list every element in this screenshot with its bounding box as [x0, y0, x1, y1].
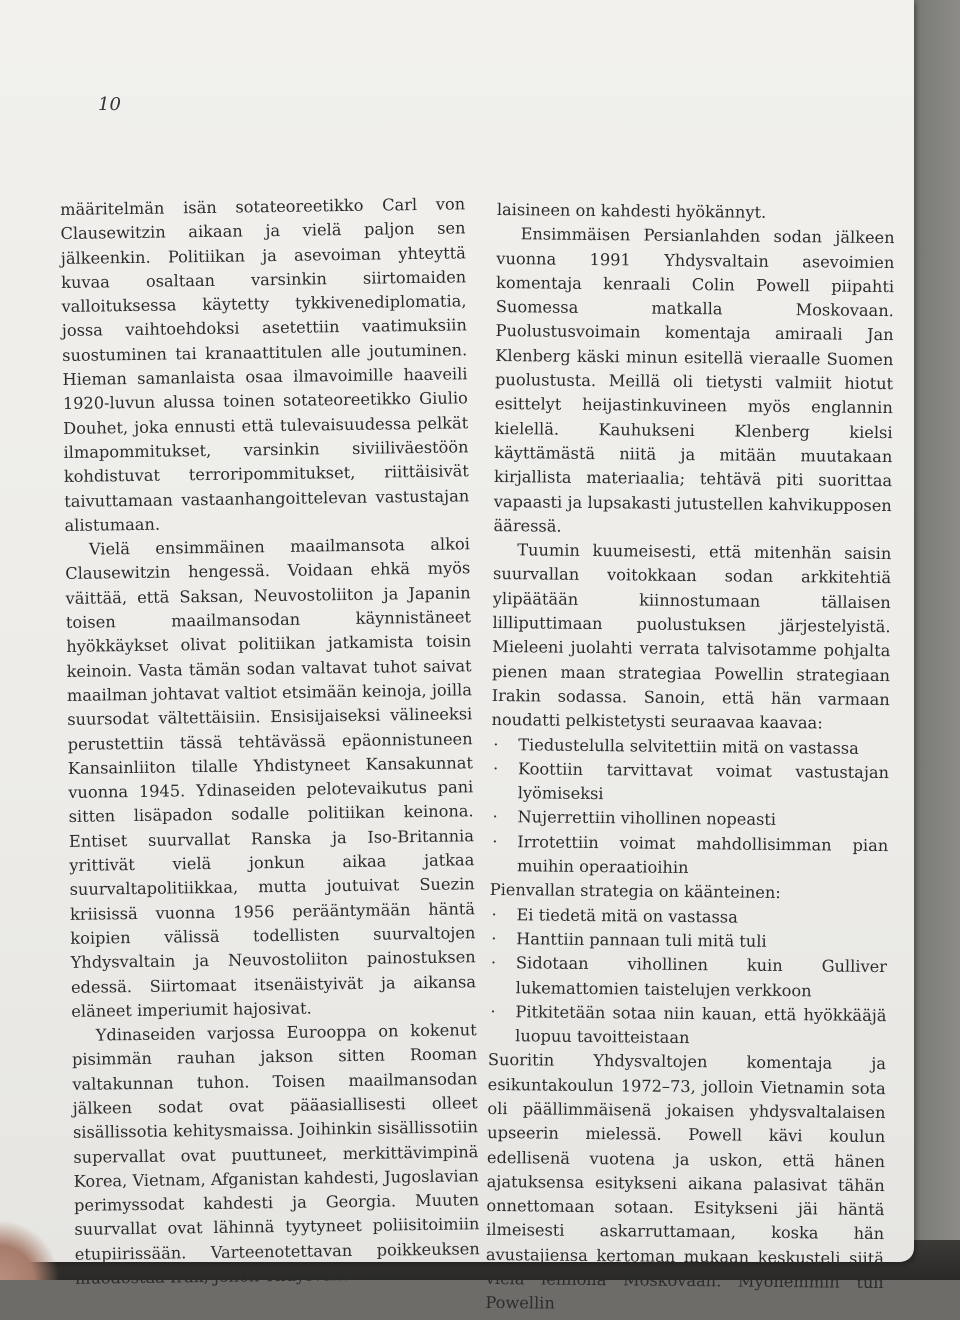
list-item	[491, 757, 889, 810]
paragraph: Ensimmäisen Persianlahden sodan jälkeen vuonna 1991 Yhdysvaltain asevoimien komentaja kenraali Colin Powell piipahti Suomessa matkalla Moskovaan. Puolustusvoimain komentaja amiraali Jan Klenberg käski minun esitellä vieraalle Suomen puolustusta. Meillä oli tietysti valmiit hiotut esittelyt heijastinkuvineen myös englannin kielellä. Kauhukseni Klenberg kielsi käyttämästä niitä ja mitään muutakaan kirjallista materiaalia; tehtävä piti suorittaa vapaasti ja lupsakasti jutustellen kahvikupposen ääressä.	[493, 224, 895, 536]
paragraph: Tuumin kuumeisesti, että mitenhän saisin suurvallan voitokkaan sodan arkkitehtiä ylipäätään kiinnostumaan tällaisen lilliputtimaan puolustuksen järjestelyistä. Mieleeni juolahti verrata talvisotamme pohjalta pienen maan strategiaa Powellin strategiaan Irakin sodassa. Sanoin, että hän varmaan noudatti pelkistetysti seuraavaa kaavaa:	[491, 540, 892, 733]
bullet-icon: ·	[491, 904, 497, 924]
bullet-list	[488, 903, 888, 1053]
list-item-text: Sidotaan vihollinen kuin Gulliver lukemattomien taistelujen verkkoon	[515, 953, 888, 1000]
bullet-icon: ·	[492, 758, 499, 778]
bullet-icon: ·	[490, 1001, 496, 1021]
list-item-text: Pitkitetään sotaa niin kauan, että hyökkääjä luopuu tavoitteistaan	[515, 1002, 887, 1048]
list-item-text: Irrotettiin voimat mahdollisimman pian muihin operaatioihin	[516, 831, 889, 878]
list-item	[490, 830, 888, 883]
list-item-text: Tiedustelulla selvitettiin mitä on vastassa	[518, 734, 859, 758]
bullet-icon: ·	[493, 734, 499, 754]
page-number: 10	[98, 94, 121, 115]
bullet-icon: ·	[492, 831, 498, 851]
bullet-list	[490, 733, 890, 883]
finger	[0, 1220, 60, 1280]
bullet-icon: ·	[491, 928, 497, 948]
paragraph: Pienvallan strategia on käänteinen:	[489, 880, 781, 903]
paragraph: Ydinaseiden varjossa Eurooppa on kokenut pisimmän rauhan jakson sitten Rooman valtakunnan tuhon. Toisen maailmansodan jälkeen sodat ovat pääasiallisesti olleet sisällissotia kehitysmaissa. Joihinkin sisällissotiin supervallat ovat puuttuneet, merkittävimpinä Korea, Vietnam, Afganistan kahdesti, Jugoslavian perimyssodat kahdesti ja Georgia. Muuten suurvallat ovat lähinnä tyytyneet poliisitoimiin etupiirissään. Varteenotettavan poikkeuksen muodostaa Irak, johon Yhdysvallat liitto-	[71, 1020, 480, 1288]
list-item	[488, 1000, 886, 1053]
list-item-text: Hanttiin pannaan tuli mitä tuli	[516, 929, 767, 951]
paragraph: määritelmän isän sotateoreetikko Carl von Clausewitzin aikaan ja vielä paljon sen jälkeenkin. Politiikan ja asevoiman yhteyttä kuvaa osaltaan varsinkin siirtomaiden valloituksessa käytetty tykkivenediplomatia, jossa vaihtoehdoksi asetettiin vaatimuksiin suostuminen tai kranaattitulen alle joutuminen. Hieman samanlaista osaa ilmavoimille haaveili 1920-luvun alussa toinen sotateoreetikko Giulio Douhet, joka ennusti että tulevaisuudessa pelkät ilmapommitukset, varsinkin siviiliväestöön kohdistuvat terroripommitukset, riittäisivät taivuttamaan vastaanhangoittelevan vastustajan alistumaan.	[60, 194, 470, 535]
list-item	[489, 951, 887, 1004]
right-column	[485, 198, 895, 1320]
paragraph: Vielä ensimmäinen maailmansota alkoi Clausewitzin hengessä. Voidaan ehkä myös väittää, että Saksan, Neuvostoliiton ja Japanin toisen maailmansodan käynnistäneet hyökkäykset olivat politiikan jatkamista toisin keinoin. Vasta tämän sodan valtavat tuhot saivat maailman johtavat valtiot etsimään keinoja, joilla suursodat vältettäisiin. Ensisijaiseksi välineeksi perustettiin tässä tehtävässä epäonnistuneen Kansainliiton tilalle Yhdistyneet Kansakunnat vuonna 1945. Ydinaseiden pelotevaikutus pani sitten lisäpadon sodalle politiikan keinona. Entiset suurvallat Ranska ja Iso-Britannia yrittivät vielä jonkun aikaa jatkaa suurvaltapolitiikkaa, mutta joutuivat Suezin kriisissä vuonna 1956 perääntymään häntä koipien välissä todellisten suurvaltojen Yhdysvaltain ja Neuvostoliiton painostuksen edessä. Siirtomaat itsenäistyivät ja aikansa eläneet imperiumit hajosivat.	[65, 534, 477, 1021]
list-item-text: Ei tiedetä mitä on vastassa	[516, 904, 738, 927]
paragraph: Suoritin Yhdysvaltojen komentaja ja esikuntakoulun 1972–73, jolloin Vietnamin sota oli päällimmäisenä jokaisen yhdysvaltalaisen upseerin mielessä. Powell kävi koulun edellisenä vuotena ja uskon, että hänen ajatuksensa esitykseni aikana palasivat tähän onnettomaan sotaan. Esitykseni jäi häntä ilmeisesti askarruttamaan, koska hän avustajiensa kertoman mukaan keskusteli siitä vielä lennolla Moskovaan. Myöhemmin tuli Powellin	[485, 1050, 887, 1314]
paragraph: laisineen on kahdesti hyökännyt.	[496, 199, 767, 222]
bullet-icon: ·	[490, 953, 497, 973]
bullet-icon: ·	[492, 807, 498, 827]
left-column	[60, 192, 480, 1291]
list-item-text: Nujerrettiin vihollinen nopeasti	[517, 807, 777, 830]
list-item-text: Koottiin tarvittavat voimat vastustajan lyömiseksi	[517, 759, 890, 804]
